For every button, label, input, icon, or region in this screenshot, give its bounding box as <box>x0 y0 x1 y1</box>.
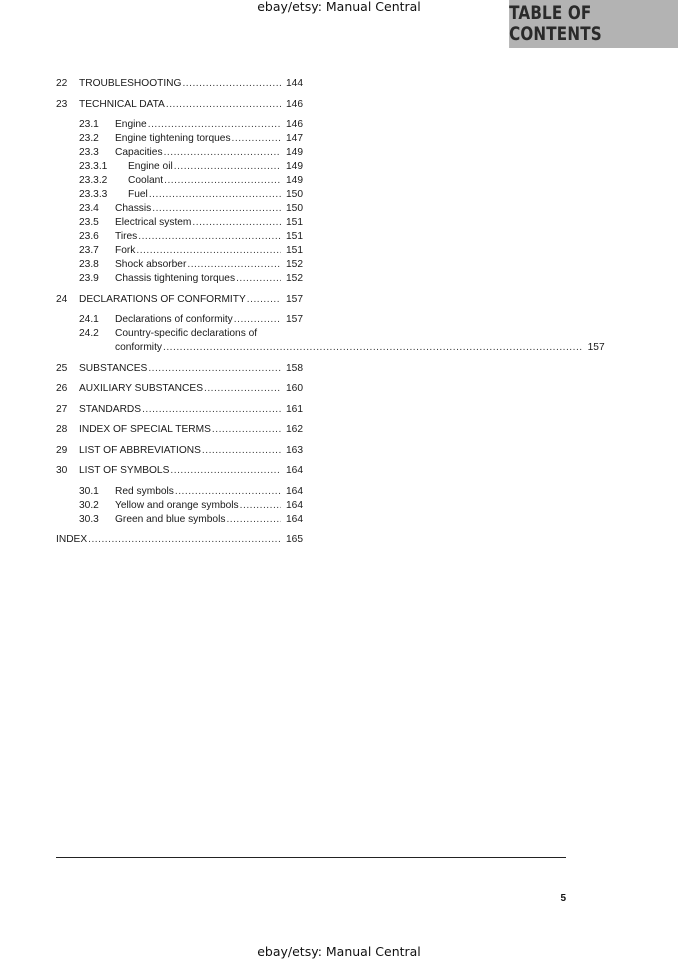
toc-entry-number: 25 <box>56 362 68 374</box>
toc-entry-24-1[interactable] <box>56 313 303 327</box>
toc-entry-23-3[interactable] <box>56 146 303 160</box>
dot-leader <box>152 202 281 216</box>
toc-entry-23-3-1[interactable] <box>56 160 303 174</box>
toc-entry-23-2[interactable] <box>56 132 303 146</box>
toc-entry-page: 160 <box>286 383 303 394</box>
toc-entry-title: Country-specific declarations of <box>115 328 258 339</box>
toc-entry-title: Capacities <box>115 147 163 158</box>
dot-leader <box>247 293 281 307</box>
toc-entry-number: 23.7 <box>79 245 99 256</box>
dot-leader <box>166 98 281 112</box>
toc-entry-page: 151 <box>286 217 303 228</box>
toc-entry-number: 23 <box>56 98 68 110</box>
footer-divider <box>56 857 566 858</box>
dot-leader <box>88 533 281 547</box>
toc-entry-title: Engine tightening torques <box>115 133 231 144</box>
toc-entry-title: Chassis <box>115 203 152 214</box>
toc-entry-page: 164 <box>286 499 303 511</box>
toc-entry-number: 30.2 <box>79 499 99 511</box>
dot-leader <box>234 313 281 327</box>
toc-entry-number: 23.3 <box>79 147 99 158</box>
toc-entry-number: 24.2 <box>79 328 99 339</box>
section-title-banner: TABLE OF CONTENTS <box>509 0 678 48</box>
toc-entry-page: 149 <box>286 175 303 186</box>
toc-entry-page: 149 <box>286 147 303 158</box>
toc-entry-page: 164 <box>286 513 303 525</box>
dot-leader <box>236 272 281 286</box>
toc-entry-23-1[interactable] <box>56 118 303 132</box>
dot-leader <box>149 188 281 202</box>
toc-entry-page: 157 <box>286 314 303 325</box>
toc-entry-number: 29 <box>56 444 68 456</box>
toc-entry-title: STANDARDS <box>79 403 142 415</box>
toc-entry-title: Electrical system <box>115 217 192 228</box>
toc-entry-page: 144 <box>286 78 303 89</box>
dot-leader <box>138 230 281 244</box>
toc-entry-title: Red symbols <box>115 485 174 497</box>
dot-leader <box>202 444 281 458</box>
toc-entry-page: 151 <box>286 231 303 242</box>
toc-entry-page: 164 <box>286 485 303 497</box>
toc-entry-page: 146 <box>286 119 303 130</box>
toc-entry-number: 27 <box>56 403 68 415</box>
toc-entry-number: 23.8 <box>79 259 99 270</box>
toc-entry-23-3-3[interactable] <box>56 188 303 202</box>
toc-entry-title: INDEX OF SPECIAL TERMS <box>79 424 211 435</box>
toc-entry-24-2[interactable] <box>56 327 605 355</box>
toc-entry-number: 23.1 <box>79 119 99 130</box>
toc-entry-number: 30.3 <box>79 513 99 525</box>
toc-entry-page: 150 <box>286 189 303 200</box>
toc-entry-number: 23.3.2 <box>79 175 108 186</box>
toc-entry-23-8[interactable] <box>56 258 303 272</box>
toc-entry-number: 23.6 <box>79 231 99 242</box>
toc-entry-number: 23.2 <box>79 133 99 144</box>
toc-entry-number: 23.4 <box>79 203 99 214</box>
dot-leader <box>182 77 281 91</box>
toc-entry-24[interactable] <box>56 293 303 307</box>
toc-entry-title: AUXILIARY SUBSTANCES <box>79 383 203 394</box>
toc-entry-title-continued: conformity <box>115 342 162 353</box>
toc-entry-23-3-2[interactable] <box>56 174 303 188</box>
toc-entry-title: SUBSTANCES <box>79 362 148 374</box>
toc-entry-number: 26 <box>56 383 68 394</box>
table-of-contents <box>56 77 605 547</box>
toc-entry-30[interactable] <box>56 464 303 478</box>
watermark-bottom: ebay/etsy: Manual Central <box>257 944 421 959</box>
toc-entry-title: Engine oil <box>128 161 173 172</box>
watermark-top: ebay/etsy: Manual Central <box>257 0 421 14</box>
toc-entry-title: Tires <box>115 231 138 242</box>
toc-entry-title: Engine <box>115 119 147 130</box>
dot-leader <box>136 244 281 258</box>
toc-entry-27[interactable] <box>56 403 303 417</box>
toc-entry-page: 163 <box>286 444 303 456</box>
toc-entry-number: 28 <box>56 424 68 435</box>
toc-entry-page: 150 <box>286 203 303 214</box>
dot-leader <box>232 132 281 146</box>
dot-leader <box>187 258 281 272</box>
toc-entry-26[interactable] <box>56 382 303 396</box>
toc-entry-number: 22 <box>56 78 68 89</box>
dot-leader <box>174 160 281 174</box>
toc-entry-30-1[interactable] <box>56 485 303 499</box>
toc-entry-page: 152 <box>286 273 303 284</box>
toc-entry-28[interactable] <box>56 423 303 437</box>
toc-entry-number: 30.1 <box>79 485 99 497</box>
toc-entry-number: 23.9 <box>79 273 99 284</box>
toc-entry-title: Coolant <box>128 175 164 186</box>
toc-entry-22[interactable] <box>56 77 303 91</box>
toc-entry-title: Fuel <box>128 189 148 200</box>
toc-entry-23[interactable] <box>56 98 303 112</box>
dot-leader <box>148 118 281 132</box>
toc-entry-number: 23.3.1 <box>79 161 108 172</box>
dot-leader <box>164 174 281 188</box>
toc-entry-page: 162 <box>286 424 303 435</box>
toc-entry-page: 147 <box>286 133 303 144</box>
toc-entry-23-9[interactable] <box>56 272 303 286</box>
toc-entry-page: 158 <box>286 362 303 374</box>
toc-entry-title: Declarations of conformity <box>115 314 233 325</box>
toc-entry-page: 164 <box>286 465 303 476</box>
toc-entry-23-5[interactable] <box>56 216 303 230</box>
toc-entry-23-6[interactable] <box>56 230 303 244</box>
dot-leader <box>240 499 281 513</box>
dot-leader <box>163 341 583 355</box>
dot-leader <box>175 485 281 499</box>
toc-entry-page: 157 <box>587 342 605 353</box>
toc-entry-30-3[interactable] <box>56 513 303 527</box>
toc-entry-index[interactable] <box>56 533 303 547</box>
toc-entry-number: 30 <box>56 465 68 476</box>
toc-entry-title: INDEX <box>56 534 88 545</box>
toc-entry-29[interactable] <box>56 444 303 458</box>
toc-entry-page: 157 <box>286 293 303 305</box>
toc-entry-title: TROUBLESHOOTING <box>79 78 182 89</box>
toc-entry-23-4[interactable] <box>56 202 303 216</box>
toc-entry-number: 24.1 <box>79 314 99 325</box>
dot-leader <box>148 362 281 376</box>
dot-leader <box>192 216 281 230</box>
toc-entry-title: LIST OF ABBREVIATIONS <box>79 444 201 456</box>
toc-entry-title: Yellow and orange symbols <box>115 499 239 511</box>
toc-entry-title: DECLARATIONS OF CONFORMITY <box>79 293 246 305</box>
dot-leader <box>226 513 281 527</box>
toc-entry-number: 24 <box>56 293 68 305</box>
toc-entry-30-2[interactable] <box>56 499 303 513</box>
toc-entry-number: 23.3.3 <box>79 189 108 200</box>
toc-entry-23-7[interactable] <box>56 244 303 258</box>
dot-leader <box>170 464 281 478</box>
dot-leader <box>204 382 281 396</box>
toc-entry-page: 161 <box>286 403 303 415</box>
toc-entry-page: 151 <box>286 245 303 256</box>
toc-entry-page: 152 <box>286 259 303 270</box>
toc-entry-title: LIST OF SYMBOLS <box>79 465 170 476</box>
toc-entry-number: 23.5 <box>79 217 99 228</box>
toc-entry-title: Fork <box>115 245 136 256</box>
toc-entry-title: TECHNICAL DATA <box>79 98 165 110</box>
dot-leader <box>142 403 281 417</box>
toc-entry-page: 165 <box>286 534 303 545</box>
toc-entry-page: 146 <box>286 98 303 110</box>
page-number: 5 <box>560 893 566 904</box>
toc-entry-title: Shock absorber <box>115 259 187 270</box>
dot-leader <box>212 423 281 437</box>
dot-leader <box>164 146 281 160</box>
toc-entry-title: Chassis tightening torques <box>115 273 236 284</box>
toc-entry-page: 149 <box>286 161 303 172</box>
toc-entry-title: Green and blue symbols <box>115 513 226 525</box>
toc-entry-25[interactable] <box>56 362 303 376</box>
